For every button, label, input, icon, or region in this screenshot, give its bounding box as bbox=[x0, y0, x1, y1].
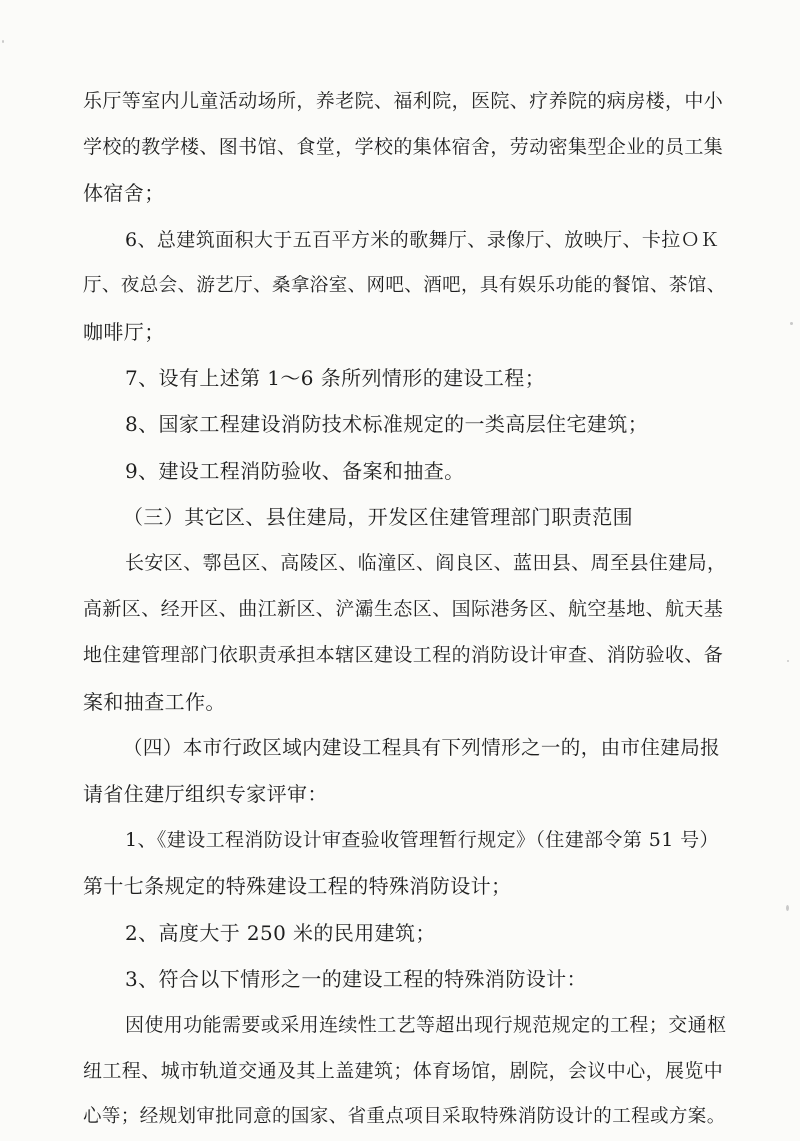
text-line bbox=[0, 84, 800, 118]
line-text: 学校的教学楼、图书馆、食堂，学校的集体宿舍，劳动密集型企业的员工集 bbox=[83, 136, 724, 158]
text-line bbox=[0, 592, 800, 626]
line-text: 1、《建设工程消防设计审查验收管理暂行规定》（住建部令第 51 号） bbox=[125, 829, 719, 851]
line-text: 高新区、经开区、曲江新区、浐灞生态区、国际港务区、航空基地、航天基 bbox=[83, 598, 724, 620]
text-line bbox=[0, 962, 800, 996]
text-line bbox=[0, 546, 800, 580]
line-text: （四）本市行政区域内建设工程具有下列情形之一的，由市住建局报 bbox=[123, 736, 721, 759]
text-line bbox=[0, 269, 800, 303]
line-text: 体宿舍； bbox=[83, 181, 165, 205]
line-text: 7、设有上述第 1～6 条所列情形的建设工程； bbox=[125, 366, 546, 390]
line-text: 3、符合以下情形之一的建设工程的特殊消防设计： bbox=[125, 967, 587, 991]
line-text: 心等；经规划审批同意的国家、省重点项目采取特殊消防设计的工程或方案。 bbox=[83, 1106, 726, 1127]
line-text: 请省住建厅组织专家评审： bbox=[83, 782, 328, 806]
line-text: 第十七条规定的特殊建设工程的特殊消防设计； bbox=[83, 874, 512, 898]
line-text: 2、高度大于 250 米的民用建筑； bbox=[125, 921, 436, 945]
line-text: 6、总建筑面积大于五百平方米的歌舞厅、录像厅、放映厅、卡拉ＯＫ bbox=[125, 229, 720, 251]
scan-speck bbox=[790, 322, 793, 325]
text-line bbox=[0, 869, 800, 903]
text-line bbox=[0, 823, 800, 857]
text-line bbox=[0, 916, 800, 950]
text-line bbox=[0, 1008, 800, 1042]
text-line bbox=[0, 1054, 800, 1088]
text-line bbox=[0, 454, 800, 488]
line-text: 长安区、鄠邑区、高陵区、临潼区、阎良区、蓝田县、周至县住建局， bbox=[125, 552, 727, 574]
text-line bbox=[0, 1100, 800, 1134]
text-line bbox=[0, 361, 800, 395]
line-text: 乐厅等室内儿童活动场所，养老院、福利院，医院、疗养院的病房楼，中小 bbox=[83, 90, 724, 112]
line-text: 8、国家工程建设消防技术标准规定的一类高层住宅建筑； bbox=[125, 412, 649, 436]
text-line bbox=[0, 685, 800, 719]
line-text: 案和抽查工作。 bbox=[83, 690, 226, 714]
line-text: 咖啡厅； bbox=[83, 320, 165, 344]
line-text: （三）其它区、县住建局，开发区住建管理部门职责范围 bbox=[123, 505, 633, 529]
text-line bbox=[0, 777, 800, 811]
scan-speck bbox=[2, 40, 4, 43]
section-heading bbox=[0, 731, 800, 765]
text-line bbox=[0, 130, 800, 164]
text-line bbox=[0, 176, 800, 210]
line-text: 厅、夜总会、游艺厅、桑拿浴室、网吧、酒吧，具有娱乐功能的餐馆、茶馆、 bbox=[83, 275, 726, 296]
text-line bbox=[0, 407, 800, 441]
section-heading bbox=[0, 500, 800, 534]
line-text: 地住建管理部门依职责承担本辖区建设工程的消防设计审查、消防验收、备 bbox=[83, 644, 724, 666]
line-text: 9、建设工程消防验收、备案和抽查。 bbox=[125, 459, 465, 483]
text-line bbox=[0, 638, 800, 672]
line-text: 因使用功能需要或采用连续性工艺等超出现行规范规定的工程；交通枢 bbox=[125, 1014, 727, 1036]
line-text: 纽工程、城市轨道交通及其上盖建筑；体育场馆，剧院，会议中心，展览中 bbox=[83, 1060, 724, 1082]
text-line bbox=[0, 223, 800, 257]
scan-speck bbox=[786, 905, 789, 911]
text-line bbox=[0, 315, 800, 349]
scan-speck bbox=[787, 660, 789, 662]
